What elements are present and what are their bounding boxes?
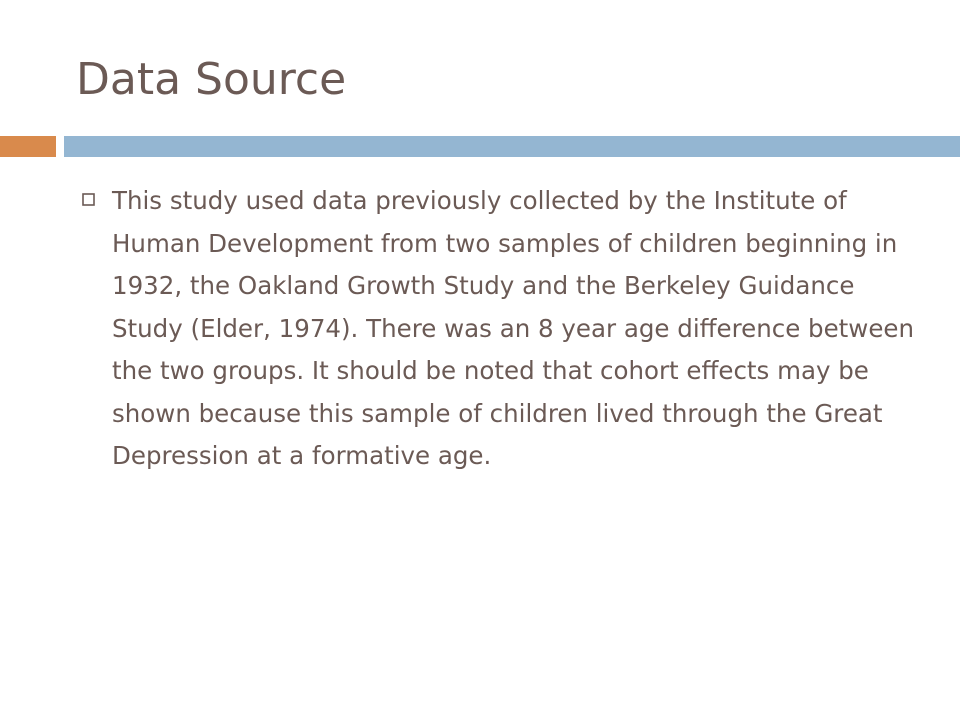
accent-bar-blue (64, 136, 960, 157)
square-outline-bullet-icon (82, 193, 95, 206)
accent-bar-orange (0, 136, 56, 157)
bullet-text: This study used data previously collected by the Institute of Human Development from two samples of children beginning in 1932, the Oakland Growth Study and the Berkeley Guidance Study (Elder, 1974). There was an 8 year age difference between the two groups. It should be noted that cohort effects may be shown because this sample of children lived through the Great Depression at a formative age. (112, 186, 914, 470)
slide-title: Data Source (76, 54, 347, 105)
